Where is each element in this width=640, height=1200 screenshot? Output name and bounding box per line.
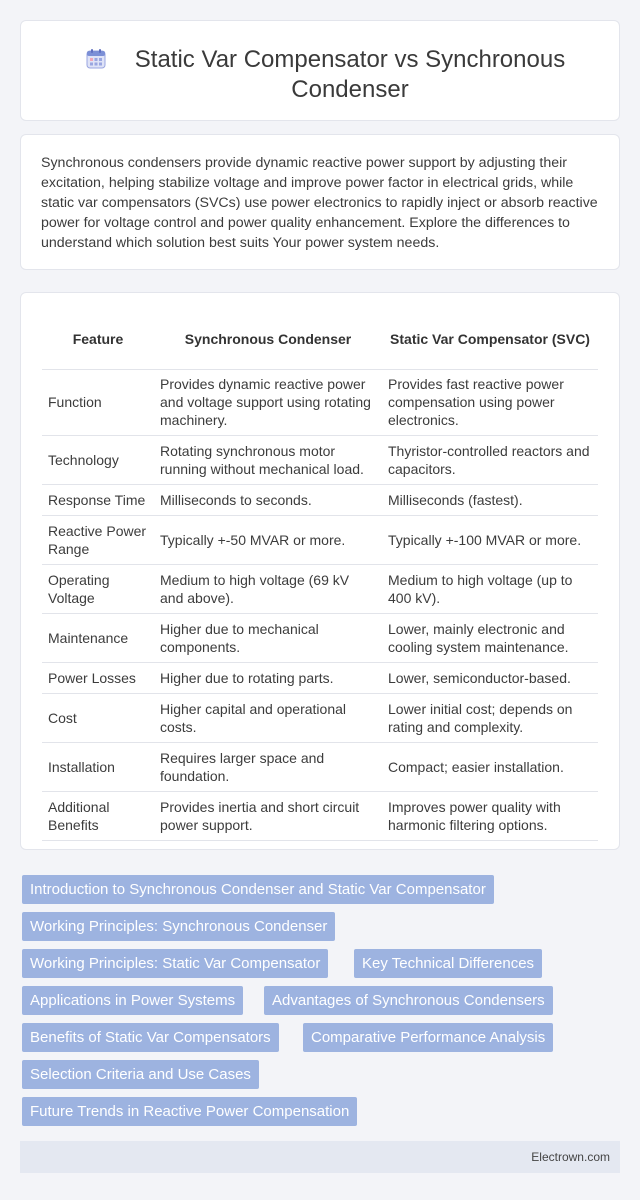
header-synchronous-condenser: Synchronous Condenser [154,307,382,369]
table-row [42,515,598,564]
cell-svc: Typically +-100 MVAR or more. [382,515,598,564]
cell-synchronous: Higher due to rotating parts. [154,662,382,693]
comparison-table-card [20,292,620,850]
table-row [42,435,598,484]
tag-key-technical-differences[interactable]: Key Technical Differences [354,949,542,978]
table-row [42,613,598,662]
table-row [42,693,598,742]
table-header-row [42,307,598,369]
page-title [121,45,579,105]
cell-feature: Installation [42,742,154,791]
cell-feature: Function [42,369,154,435]
cell-synchronous: Higher capital and operational costs. [154,693,382,742]
cell-feature: Response Time [42,484,154,515]
table-row [42,742,598,791]
header-svc: Static Var Compensator (SVC) [382,307,598,369]
tag-comparative-performance[interactable]: Comparative Performance Analysis [303,1023,553,1052]
footer [20,1141,620,1173]
cell-synchronous: Provides inertia and short circuit power support. [154,791,382,840]
comparison-table [42,307,598,841]
tag-working-principles-synchronous[interactable]: Working Principles: Synchronous Condenser [22,912,335,941]
page-title-line-2: Condenser [291,76,409,103]
table-row [42,369,598,435]
tag-introduction[interactable]: Introduction to Synchronous Condenser and Static Var Compensator [22,875,494,904]
cell-synchronous: Higher due to mechanical components. [154,613,382,662]
table-row [42,564,598,613]
cell-feature: Reactive Power Range [42,515,154,564]
cell-synchronous: Requires larger space and foundation. [154,742,382,791]
cell-svc: Improves power quality with harmonic filtering options. [382,791,598,840]
table-row [42,484,598,515]
footer-brand: Electrown.com [531,1150,610,1164]
cell-synchronous: Milliseconds to seconds. [154,484,382,515]
cell-svc: Thyristor-controlled reactors and capacitors. [382,435,598,484]
tag-benefits-svc[interactable]: Benefits of Static Var Compensators [22,1023,279,1052]
calendar-icon [85,48,107,70]
cell-feature: Maintenance [42,613,154,662]
cell-svc: Lower, semiconductor-based. [382,662,598,693]
cell-svc: Lower, mainly electronic and cooling system maintenance. [382,613,598,662]
cell-feature: Power Losses [42,662,154,693]
tag-selection-criteria[interactable]: Selection Criteria and Use Cases [22,1060,259,1089]
tag-working-principles-svc[interactable]: Working Principles: Static Var Compensator [22,949,328,978]
cell-svc: Medium to high voltage (up to 400 kV). [382,564,598,613]
table-row [42,662,598,693]
tag-future-trends[interactable]: Future Trends in Reactive Power Compensation [22,1097,357,1126]
cell-feature: Cost [42,693,154,742]
tag-advantages-synchronous[interactable]: Advantages of Synchronous Condensers [264,986,553,1015]
cell-synchronous: Rotating synchronous motor running without mechanical load. [154,435,382,484]
cell-feature: Operating Voltage [42,564,154,613]
page-title-line-1: Static Var Compensator vs Synchronous [134,46,566,73]
cell-synchronous: Provides dynamic reactive power and voltage support using rotating machinery. [154,369,382,435]
cell-feature: Additional Benefits [42,791,154,840]
cell-svc: Lower initial cost; depends on rating and complexity. [382,693,598,742]
cell-svc: Provides fast reactive power compensation using power electronics. [382,369,598,435]
tag-applications[interactable]: Applications in Power Systems [22,986,243,1015]
title-card [20,20,620,121]
table-row [42,791,598,840]
cell-feature: Technology [42,435,154,484]
cell-synchronous: Typically +-50 MVAR or more. [154,515,382,564]
header-feature: Feature [42,307,154,369]
intro-text: Synchronous condensers provide dynamic reactive power support by adjusting their excitation, helping stabilize voltage and improve power factor in electrical grids, while static var compensators (SVCs) use power electronics to rapidly inject or absorb reactive power for voltage control and power quality enhancement. Explore the differences to understand which solution best suits Your power system needs. [41,155,598,251]
cell-svc: Milliseconds (fastest). [382,484,598,515]
intro-card [20,134,620,270]
cell-synchronous: Medium to high voltage (69 kV and above). [154,564,382,613]
cell-svc: Compact; easier installation. [382,742,598,791]
